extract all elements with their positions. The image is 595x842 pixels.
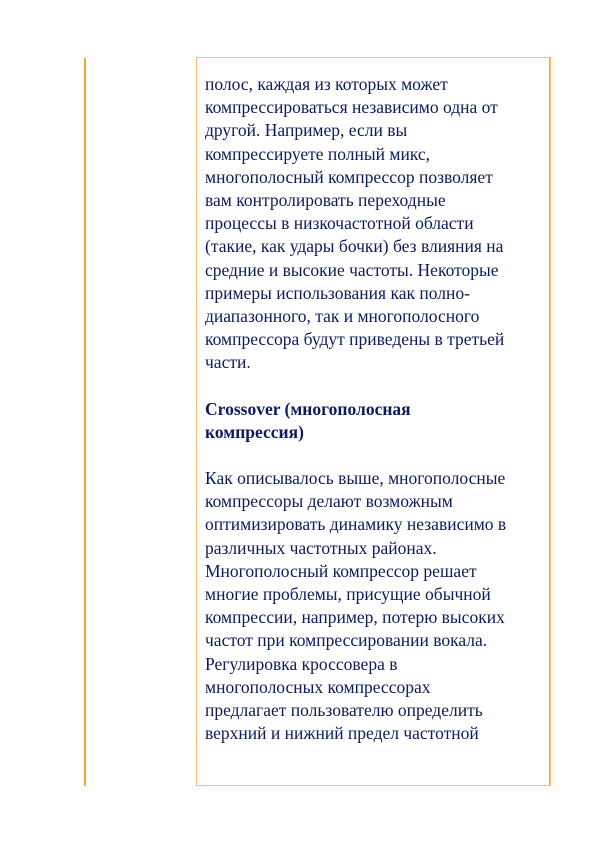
text-column [205,73,550,745]
left-margin-rule [84,58,86,786]
section-heading: Crossover (многополосная компрессия) [205,398,411,442]
text-frame [196,57,551,786]
body-paragraph-2: Как описывалось выше, многополосные компрессоры делают возможным оптимизировать динамику независимо в различных частотных районах. Многополосный компрессор решает многие проблемы, присущие обычной компрессии, например, потерю высоких частот при компрессировании вокала. Регулировка кроссовера в многополосных компрессорах предлагает пользователю определить верхний и нижний предел частотной [205,468,507,744]
body-paragraph-1: полос, каждая из которых может компрессироваться независимо одна от другой. Например, если вы компрессируете полный микс, многополосный компрессор позволяет вам контролировать переходные процессы в низкочастотной области (такие, как удары бочки) без влияния на средние и высокие частоты. Некоторые примеры использования как полно- диапазонного, так и многополосного компрессора будут приведены в третьей части. [205,74,505,373]
